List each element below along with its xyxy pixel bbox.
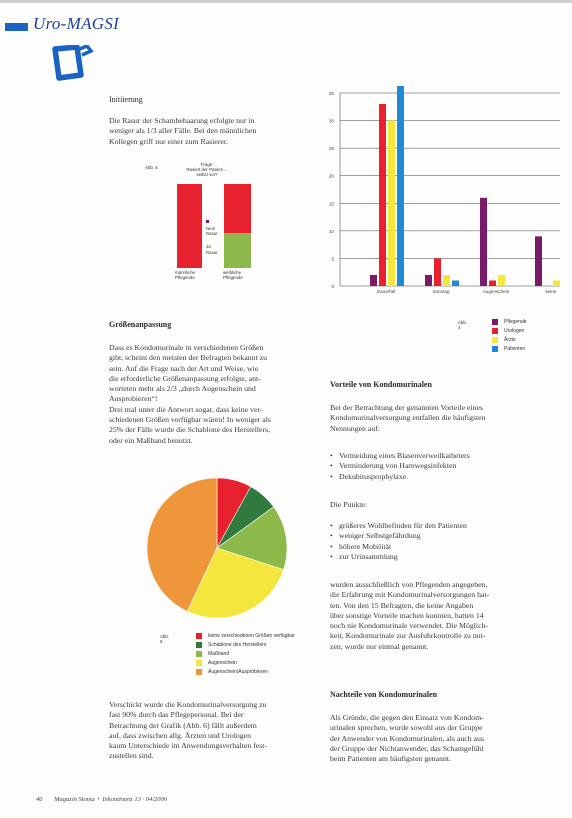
bar-female-ja (224, 184, 251, 233)
intro-heading: Initiierung (109, 95, 143, 104)
bar (480, 198, 487, 286)
fit-heading: Größenanpassung (109, 320, 172, 329)
y-tick-label: 0 (331, 284, 334, 289)
bar-legend-item: Patienten (492, 345, 527, 354)
x-tick-label: Sonntag (432, 289, 450, 294)
uro-magsi-logo-icon (47, 45, 95, 88)
x-tick-label: Dauerfall (376, 289, 396, 294)
y-tick-label: 15 (328, 201, 334, 207)
list-item: • weniger Selbstgefährdung (330, 531, 555, 541)
bar (452, 280, 459, 286)
list-item: • höhere Mobilität (330, 542, 555, 552)
bar (443, 275, 450, 286)
bar-female-nein (224, 233, 251, 268)
patients-list (330, 521, 555, 562)
footer (36, 796, 167, 803)
bar-legend-item: Ärzte (492, 336, 527, 345)
advantages-heading: Vorteile von Kondomurinalen (330, 380, 432, 389)
list-item: • Vermeidung eines Blasenverweilkatheters (330, 451, 555, 461)
bar (434, 258, 441, 286)
x-tick-label: keine (545, 289, 557, 294)
pie-legend-item: Augenschein (196, 659, 295, 668)
disadvantages-text: Als Gründe, die gegen den Einsatz von Kondom- urinalen sprechen, wurde sowohl aus der Gruppe der Anwender von Kondomurinalen, als auch aus der Gruppe der Nichtanwender, das Schamgefühl beim Patienten am häufigsten genannt. (330, 713, 484, 764)
bar-legend-item: Pflegende (492, 318, 527, 327)
advantages-intro: Bei der Betrachtung der genannten Vorteile eines Kondomurinalversorgung entfallen die häufigsten Nennungen auf: (330, 403, 486, 433)
bar-label-male: männliche Pflegende (175, 270, 196, 281)
bar (370, 275, 377, 286)
middle-text: wurden ausschließlich von Pflegenden angegeben, die Erfahrung mit Kondomurinalversorgungen hat- ten. Von den 15 Befragten, die keine Angaben über sonstige Vorteile machen konnten, hatten 14 noch nie Kondomurinale verwendet. Die Möglich- keit, Kondomurinale zur Ausfuhrkontrolle zu nut- zen, wurde nur einmal genannt. (330, 580, 490, 651)
figure-title: Frage: Rasiert der Patient ... selbst vor? (186, 162, 228, 178)
pie-legend-label: Abb. 6 (160, 634, 170, 645)
figure-label: Abb. 5 (145, 165, 158, 170)
footer-text: Magazin Stoma + Inkontinenz 13 · 04/2000 (54, 796, 168, 803)
bar (379, 104, 386, 286)
pie-legend-item: Augenschein/Ausprobieren (196, 668, 295, 677)
bar (489, 280, 496, 286)
pie-legend-item: Maßband (196, 650, 295, 659)
list-item: • größeres Wohlbefinden für den Patienten (330, 521, 555, 531)
intro-text: Die Rasur der Schambehaarung erfolgte nur in weniger als 1/3 aller Fälle. Bei den männlichen Kollegen griff nur einer zum Rasierer. (109, 116, 257, 146)
y-tick-label: 10 (328, 228, 334, 234)
bar-legend-item: Urologen (492, 327, 527, 336)
bar (498, 275, 505, 286)
bar (388, 121, 395, 286)
y-tick-label: 20 (328, 173, 334, 179)
y-tick-label: 25 (328, 146, 334, 152)
bar-chart (318, 86, 563, 298)
top-band (0, 0, 572, 3)
figure-abb5 (145, 162, 285, 286)
bar-male-ja (177, 184, 202, 268)
brand-bar (5, 23, 28, 31)
fit-text: Dass es Kondomurinale in verschiedenen Größen gibt, scheint den meisten der Befragten bekannt zu sein. Auf die Frage nach der Art und Weise, wie die erforderliche Größenanpassung erfolgte, ant- worteten mehr als 2/3 „durch Augenschein und Ausprobieren“! Drei mal unter die Antwort sogar, dass keine ver- schiedenen Größen verfügbar wären! In weniger als 25% der Fälle wurde die Schablone des Herstellers, oder ein Maßband benutzt. (109, 343, 271, 445)
bar (397, 86, 404, 286)
x-tick-label: Augenschein (482, 289, 510, 294)
advantages-list (330, 451, 555, 482)
pie-chart (140, 474, 300, 624)
bar-legend-label: Abb. 4 (458, 320, 468, 331)
list-item: • Verminderung von Harnwegsinfekten (330, 461, 555, 471)
patients-heading: Die Punkte: (330, 500, 368, 509)
bar (425, 275, 432, 286)
list-item: • zur Urinsammlung (330, 552, 555, 562)
y-tick-label: 30 (328, 118, 334, 124)
abb5-legend: Nein Rasur Ja Rasur (206, 226, 218, 255)
abb5-chart (145, 162, 285, 286)
header-title: Uro-MAGSI (33, 14, 120, 33)
pie-legend-item: keine verschiedenen Größen verfügbar (196, 632, 295, 641)
bar (553, 280, 560, 286)
bar-label-female: weibliche Pflegende (223, 270, 243, 281)
page-number: 40 (36, 796, 43, 803)
list-item: • Dekubitusprophylaxe. (330, 472, 555, 482)
bar (535, 236, 542, 286)
y-tick-label: 5 (331, 256, 334, 262)
legend-swatch (206, 220, 209, 223)
y-tick-label: 35 (328, 91, 334, 96)
bottom-text: Verschickt wurde die Kondomurinalversorgung zu fast 90% durch das Pflegepersonal. Bei der Betrachtung der Grafik (Abb. 6) fällt außerdem auf, dass zwischen allg. Ärzten und Urologen kaum Unterschiede im Anwendungsverhalten fest- zustellen sind. (109, 700, 268, 761)
pie-legend-item: Schablone des Herstellers (196, 641, 295, 650)
disadvantages-heading: Nachteile von Kondomurinalen (330, 690, 438, 699)
